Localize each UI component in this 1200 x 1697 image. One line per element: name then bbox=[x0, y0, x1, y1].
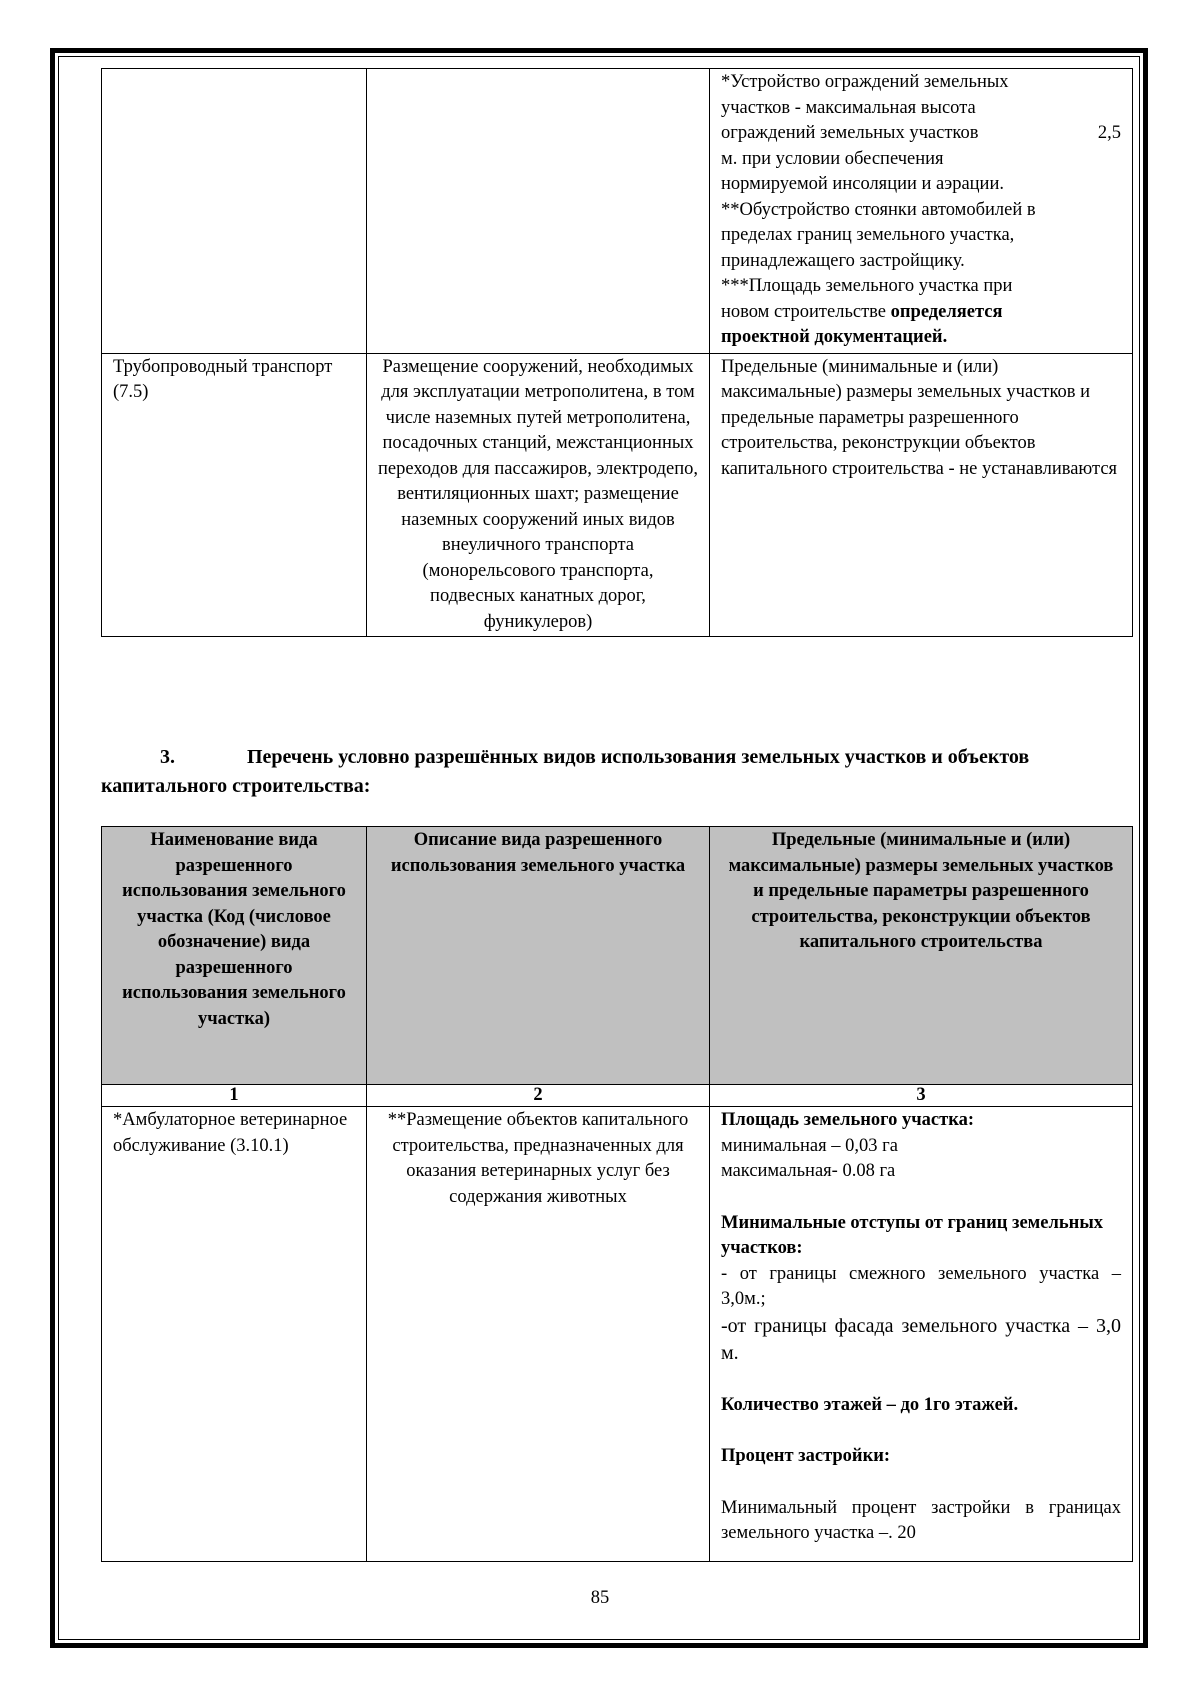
page-number: 85 bbox=[590, 1588, 610, 1608]
spacer bbox=[721, 1470, 1121, 1496]
note-line: участков - максимальная высота bbox=[721, 97, 976, 118]
area-title: Площадь земельного участка: bbox=[721, 1110, 975, 1130]
column-number: 1 bbox=[102, 1085, 367, 1107]
setbacks-title: Минимальные отступы от границ земельных участков: bbox=[721, 1212, 1104, 1258]
table-header-row bbox=[102, 827, 1133, 1085]
column-header: Наименование вида разрешенного использования земельного участка (Код (числовое обозначение) вида разрешенного использования земельного участка) bbox=[102, 827, 367, 1085]
table-row bbox=[102, 1107, 1133, 1562]
coverage-min: Минимальный процент застройки в границах земельного участка –. 20 bbox=[721, 1497, 1121, 1543]
table-row bbox=[102, 353, 1133, 637]
spacer bbox=[721, 1185, 1121, 1211]
note-line-text: ограждений земельных участков bbox=[721, 123, 979, 143]
column-number-row bbox=[102, 1085, 1133, 1107]
setback-facade: -от границы фасада земельного участка – 3,0 м. bbox=[721, 1314, 1121, 1364]
use-description-cell: Размещение сооружений, необходимых для эксплуатации метрополитена, в том числе наземных путей метрополитена, посадочных станций, межстанционных переходов для пассажиров, электродепо, вентиляционных шахт; размещение наземных сооружений иных видов внеуличного транспорта (монорельсового транспорта, подвесных канатных дорог, фуникулеров) bbox=[367, 353, 710, 637]
table-cell-empty bbox=[102, 69, 367, 354]
note-line bbox=[721, 300, 1121, 326]
spacer bbox=[721, 1418, 1121, 1444]
conditional-uses-table bbox=[101, 826, 1133, 1562]
table-cell-notes bbox=[710, 69, 1133, 354]
permitted-uses-table-continued bbox=[101, 68, 1133, 637]
note-line: принадлежащего застройщику. bbox=[721, 250, 965, 271]
note-line: ***Площадь земельного участка при bbox=[721, 276, 1013, 296]
table-row-continuation bbox=[102, 69, 1133, 354]
section-number: 3. bbox=[160, 746, 175, 768]
area-min: минимальная – 0,03 га bbox=[721, 1135, 898, 1156]
spacer bbox=[721, 1367, 1121, 1393]
setback-adjacent: - от границы смежного земельного участка – 3,0м.; bbox=[721, 1263, 1121, 1309]
column-header: Описание вида разрешенного использования земельного участка bbox=[367, 827, 710, 1085]
section-heading bbox=[101, 743, 1132, 801]
note-line: *Устройство ограждений земельных bbox=[721, 72, 1009, 92]
coverage-title: Процент застройки: bbox=[721, 1446, 891, 1466]
use-description-cell: **Размещение объектов капитального строительства, предназначенных для оказания ветеринарных услуг без содержания животных bbox=[367, 1107, 710, 1562]
note-line: пределах границ земельного участка, bbox=[721, 225, 1015, 245]
column-number: 2 bbox=[367, 1085, 710, 1107]
area-max: максимальная- 0.08 га bbox=[721, 1161, 896, 1181]
section-title: Перечень условно разрешённых видов использования земельных участков и объектов капитального строительства: bbox=[101, 746, 1030, 797]
floors-limit: Количество этажей – до 1го этажей. bbox=[721, 1394, 1019, 1415]
table-cell-empty bbox=[367, 69, 710, 354]
note-line-bold: проектной документацией. bbox=[721, 327, 948, 347]
use-parameters-cell: Предельные (минимальные и (или) максимальные) размеры земельных участков и предельные параметры разрешенного строительства, реконструкции объектов капитального строительства - не устанавливаются bbox=[710, 353, 1133, 637]
use-parameters-cell bbox=[710, 1107, 1133, 1562]
note-line-text: новом строительстве bbox=[721, 301, 887, 322]
column-header: Предельные (минимальные и (или) максимальные) размеры земельных участков и предельные параметры разрешенного строительства, реконструкции объектов капитального строительства bbox=[710, 827, 1133, 1085]
note-line: нормируемой инсоляции и аэрации. bbox=[721, 174, 1004, 194]
fence-height-value: 2,5 bbox=[1097, 123, 1121, 143]
note-line-bold: определяется bbox=[890, 301, 1003, 322]
note-line bbox=[721, 121, 1121, 147]
use-name-cell: Трубопроводный транспорт (7.5) bbox=[102, 353, 367, 637]
note-line: **Обустройство стоянки автомобилей в bbox=[721, 199, 1036, 220]
note-line: м. при условии обеспечения bbox=[721, 148, 944, 169]
use-name-cell: *Амбулаторное ветеринарное обслуживание (3.10.1) bbox=[102, 1107, 367, 1562]
column-number: 3 bbox=[710, 1085, 1133, 1107]
